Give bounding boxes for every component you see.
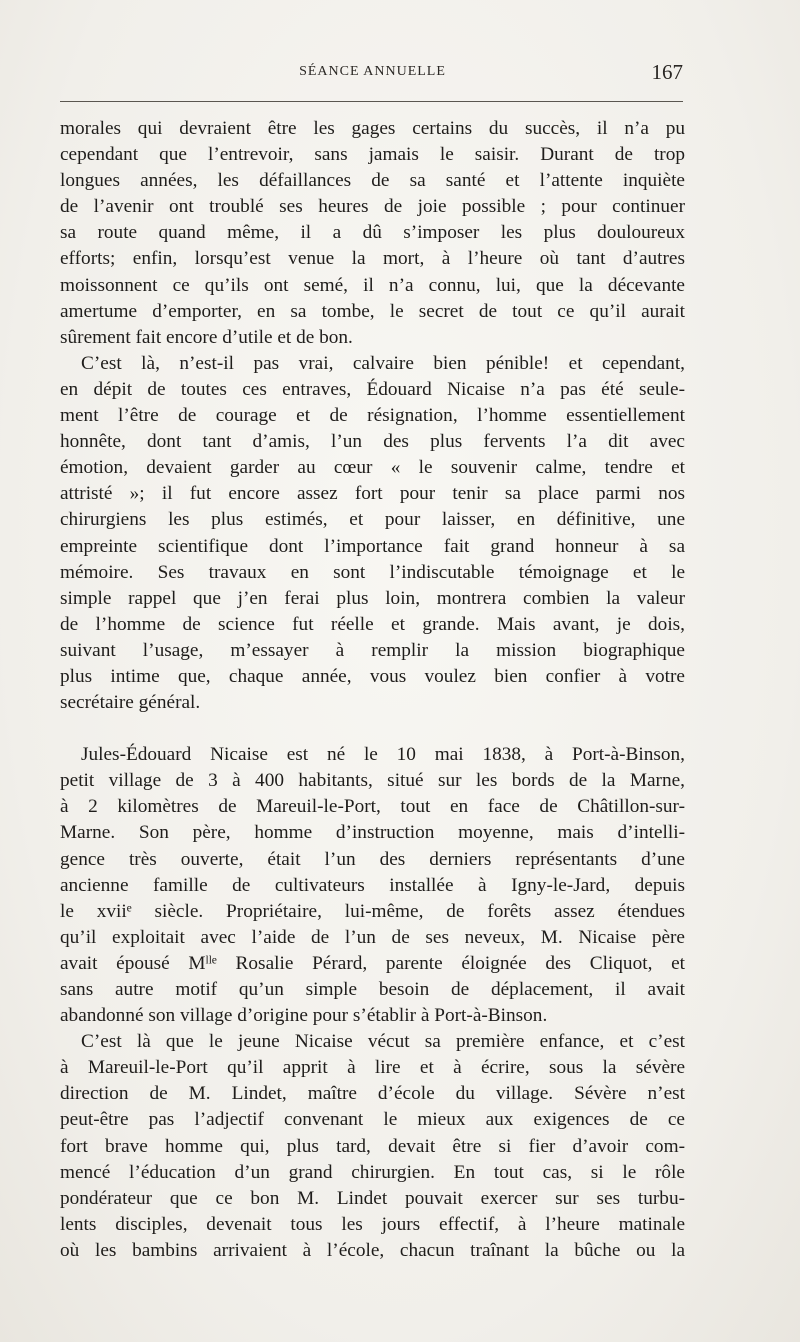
text-line: chirurgiens les plus estimés, et pour laisser, en définitive, une: [60, 509, 685, 531]
text-line: pondérateur que ce bon M. Lindet pouvait exercer sur ses turbu-: [60, 1187, 685, 1209]
text-line: en dépit de toutes ces entraves, Édouard Nicaise n’a pas été seule-: [60, 378, 685, 400]
text-line: émotion, devaient garder au cœur « le souvenir calme, tendre et: [60, 457, 685, 479]
text-line: Marne. Son père, homme d’instruction moyenne, mais d’intelli-: [60, 822, 685, 844]
text-line: secrétaire général.: [60, 692, 201, 714]
header-rule: [60, 101, 683, 102]
running-head: [60, 62, 685, 86]
text-line: le xviiᵉ siècle. Propriétaire, lui-même, de forêts assez étendues: [60, 900, 685, 922]
section-gap: [60, 716, 685, 742]
text-line: petit village de 3 à 400 habitants, situé sur les bords de la Marne,: [60, 770, 685, 792]
text-line: ancienne famille de cultivateurs installée à Igny-le-Jard, depuis: [60, 874, 685, 896]
paragraph-4: [60, 1029, 685, 1264]
text-line: efforts; enfin, lorsqu’est venue la mort, à l’heure où tant d’autres: [60, 248, 685, 270]
text-line: empreinte scientifique dont l’importance fait grand honneur à sa: [60, 535, 685, 557]
text-line: direction de M. Lindet, maître d’école du village. Sévère n’est: [60, 1083, 685, 1105]
text-line: honnête, dont tant d’amis, l’un des plus fervents l’a dit avec: [60, 431, 685, 453]
text-line: gence très ouverte, était l’un des derniers représentants d’une: [60, 848, 685, 870]
text-line: C’est là que le jeune Nicaise vécut sa première enfance, et c’est: [81, 1031, 685, 1053]
text-line: mencé l’éducation d’un grand chirurgien. En tout cas, si le rôle: [60, 1161, 685, 1183]
text-line: morales qui devraient être les gages certains du succès, il n’a pu: [60, 118, 685, 139]
text-line: amertume d’emporter, en sa tombe, le secret de tout ce qu’il aurait: [60, 300, 685, 322]
text-line: ment l’être de courage et de résignation, l’homme essentiellement: [60, 405, 685, 427]
text-line: sans autre motif qu’un simple besoin de déplacement, il avait: [60, 979, 685, 1000]
text-line: de l’homme de science fut réelle et grande. Mais avant, je dois,: [60, 613, 685, 635]
text-line: sa route quand même, il a dû s’imposer les plus douloureux: [60, 222, 685, 244]
text-line: peut-être pas l’adjectif convenant le mieux aux exigences de ce: [60, 1109, 685, 1131]
body-text: [60, 116, 685, 1264]
text-line: moissonnent ce qu’ils ont semé, il n’a connu, lui, que la décevante: [60, 274, 685, 296]
text-line: suivant l’usage, m’essayer à remplir la mission biographique: [60, 639, 685, 661]
text-line: Jules-Édouard Nicaise est né le 10 mai 1838, à Port-à-Binson,: [81, 744, 685, 766]
text-line: à 2 kilomètres de Mareuil-le-Port, tout en face de Châtillon-sur-: [60, 796, 685, 818]
text-line: abandonné son village d’origine pour s’établir à Port-à-Binson.: [60, 1005, 548, 1027]
text-line: C’est là, n’est-il pas vrai, calvaire bien pénible! et cependant,: [81, 352, 685, 374]
paragraph-2: [60, 351, 685, 716]
text-line: lents disciples, devenait tous les jours effectif, à l’heure matinale: [60, 1213, 685, 1235]
page-number: 167: [651, 60, 683, 84]
paragraph-3: [60, 742, 685, 1029]
text-line: cependant que l’entrevoir, sans jamais le saisir. Durant de trop: [60, 144, 685, 166]
text-line: simple rappel que j’en ferai plus loin, montrera combien la valeur: [60, 587, 685, 609]
text-line: qu’il exploitait avec l’aide de l’un de ses neveux, M. Nicaise père: [60, 926, 685, 948]
text-line: où les bambins arrivaient à l’école, chacun traînant la bûche ou la: [60, 1239, 685, 1261]
text-line: attristé »; il fut encore assez fort pour tenir sa place parmi nos: [60, 483, 685, 505]
text-line: mémoire. Ses travaux en sont l’indiscutable témoignage et le: [60, 561, 685, 583]
text-line: de l’avenir ont troublé ses heures de joie possible ; pour continuer: [60, 196, 685, 218]
paragraph-1: [60, 116, 685, 351]
text-line: à Mareuil-le-Port qu’il apprit à lire et à écrire, sous la sévère: [60, 1057, 685, 1079]
text-line: avait épousé Mˡˡᵉ Rosalie Pérard, parente éloignée des Cliquot, et: [60, 952, 685, 974]
text-line: plus intime que, chaque année, vous voulez bien confier à votre: [60, 665, 685, 687]
running-title: SÉANCE ANNUELLE: [299, 64, 446, 79]
text-line: longues années, les défaillances de sa santé et l’attente inquiète: [60, 170, 685, 192]
text-line: sûrement fait encore d’utile et de bon.: [60, 326, 353, 348]
text-line: fort brave homme qui, plus tard, devait être si fier d’avoir com-: [60, 1135, 685, 1157]
